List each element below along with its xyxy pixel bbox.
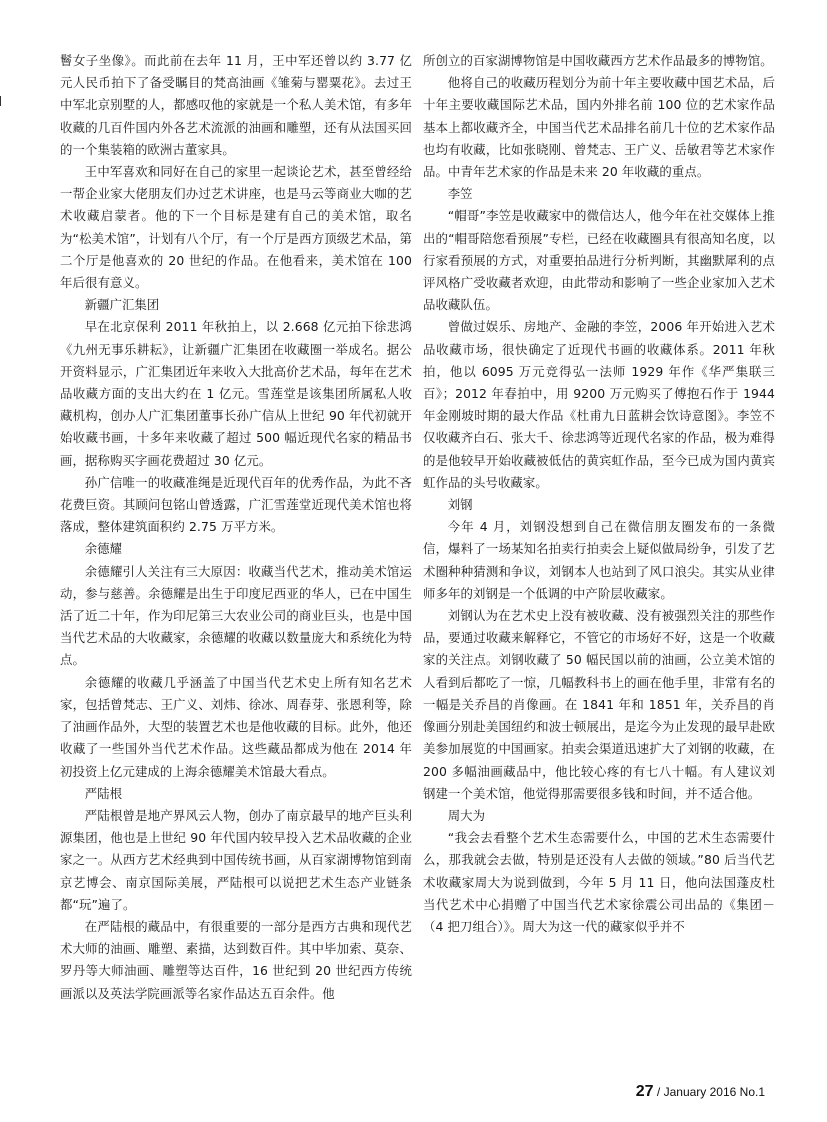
paragraph: 今年 4 月，刘钢没想到自己在微信朋友圈发布的一条微信，爆料了一场某知名拍卖行拍卖会上疑似做局纷争，引发了艺术圈种种猜测和争议，刘钢本人也站到了风口浪尖。其实从业律师多年的刘钢是一个低调的中产阶层收藏家。 bbox=[423, 519, 775, 601]
section-heading: 新疆广汇集团 bbox=[84, 297, 160, 313]
issue-label: January 2016 No.1 bbox=[663, 1085, 765, 1099]
paragraph: 刘钢认为在艺术史上没有被收藏、没有被强烈关注的那些作品，要通过收藏来解释它，不管它的市场好不好，这是一个收藏家的关注点。刘钢收藏了 50 幅民国以前的油画，公立美术馆的人看到后都吃了一惊，几幅教科书上的画在他手里，非常有名的一幅是关乔昌的肖像画。在 1841 年和 1851 年，关乔昌的肖像画分别赴美国纽约和波士顿展出，是迄今为止发现的最早赴欧美参加展览的中国画家。拍卖会渠道迅速扩大了刘钢的收藏，在 200 多幅油画藏品中，他比较心疼的有七八十幅。有人建议刘钢建一个美术馆，他觉得那需要很多钱和时间，并不适合他。 bbox=[423, 608, 775, 801]
paragraph: 早在北京保利 2011 年秋拍上，以 2.668 亿元拍下徐悲鸿《九州无事乐耕耘》，让新疆广汇集团在收藏圈一举成名。据公开资料显示，广汇集团近年来收入大批高价艺术品，每年在艺术品收藏方面的支出大约在 1 亿元。雪莲堂是该集团所属私人收藏机构，创办人广汇集团董事长孙广信从上世纪 90 年代初就开始收藏书画，十多年来收藏了超过 500 幅近现代名家的精品书画，据称购买字画花费超过 30 亿元。 bbox=[60, 319, 412, 468]
paragraph: 在严陆根的藏品中，有很重要的一部分是西方古典和现代艺术大师的油画、雕塑、素描，达到数百件。其中毕加索、莫奈、罗丹等大师油画、雕塑等达百件，16 世纪到 20 世纪西方传统画派以及英法学院画派等名家作品达五百余件。他 bbox=[60, 918, 412, 1001]
section-heading: 严陆根 bbox=[84, 785, 122, 801]
right-column bbox=[423, 50, 775, 938]
paragraph: 余德耀引人关注有三大原因：收藏当代艺术，推动美术馆运动，参与慈善。余德耀是出生于印度尼西亚的华人，已在中国生活了近二十年，作为印尼第三大农业公司的商业巨头，也是中国当代艺术品的大收藏家，余德耀的收藏以数量庞大和系统化为特点。 bbox=[60, 563, 412, 668]
left-column bbox=[60, 50, 412, 1005]
paragraph: 王中军喜欢和同好在自己的家里一起谈论艺术，甚至曾经给一帮企业家大佬朋友们办过艺术讲座，也是马云等商业大咖的艺术收藏启蒙者。他的下一个目标是建有自己的美术馆，取名为“松美术馆”，计划有八个厅，有一个厅是西方顶级艺术品，第二个厅是他喜欢的 20 世纪的作品。在他看来，美术馆在 100 年后很有意义。 bbox=[60, 164, 412, 291]
paragraph: 余德耀的收藏几乎涵盖了中国当代艺术史上所有知名艺术家，包括曾梵志、王广义、刘炜、徐冰、周春芽、张恩利等，除了油画作品外，大型的装置艺术也是他收藏的目标。此外，他还收藏了一些国外当代艺术作品。这些藏品都成为他在 2014 年初投资上亿元建成的上海余德耀美术馆最大看点。 bbox=[60, 674, 412, 779]
section-heading: 刘钢 bbox=[447, 497, 473, 513]
paragraph: “我会去看整个艺术生态需要什么，中国的艺术生态需要什么，那我就会去做，特别是还没有人去做的领域。”80 后当代艺术收藏家周大为说到做到，今年 5 月 11 日，他向法国蓬皮杜当代艺术中心捐赠了中国当代艺术家徐震公司出品的《集团－（4 把刀组合）》。周大为这一代的藏家似乎并不 bbox=[423, 830, 775, 934]
section-heading: 余德耀 bbox=[84, 541, 122, 557]
footer-separator: / bbox=[653, 1085, 664, 1099]
page-number: 27 bbox=[635, 1083, 654, 1100]
paragraph: 鬙女子坐像》。而此前在去年 11 月，王中军还曾以约 3.77 亿元人民币拍下了备受瞩目的梵高油画《雏菊与罂粟花》。去过王中军北京别墅的人，都感叹他的家就是一个私人美术馆，有多年收藏的几百件国内外各艺术流派的油画和雕塑，还有从法国买回的一个集装箱的欧洲古董家具。 bbox=[60, 53, 412, 157]
section-heading: 周大为 bbox=[447, 807, 485, 823]
paragraph: 曾做过娱乐、房地产、金融的李笠，2006 年开始进入艺术品收藏市场，很快确定了近现代书画的收藏体系。2011 年秋拍，他以 6095 万元竞得弘一法师 1929 年作《华严集联三百》；2012 年春拍中，用 9200 万元购买了傅抱石作于 1944 年金刚坡时期的最大作品《杜甫九日蓝耕会饮诗意图》。李笠不仅收藏齐白石、张大千、徐悲鸿等近现代名家的作品，极为难得的是他较早开始收藏被低估的黄宾虹作品，至今已成为国内黄宾虹作品的头号收藏家。 bbox=[423, 319, 775, 490]
section-heading: 李笠 bbox=[447, 186, 473, 202]
page-edge-mark bbox=[0, 96, 1, 106]
paragraph: 严陆根曾是地产界风云人物，创办了南京最早的地产巨头利源集团，他也是上世纪 90 年代国内较早投入艺术品收藏的企业家之一。从西方艺术经典到中国传统书画，从百家湖博物馆到南京艺博会、南京国际美展，严陆根可以说把艺术生态产业链条都“玩”遍了。 bbox=[60, 807, 412, 912]
paragraph: 他将自己的收藏历程划分为前十年主要收藏中国艺术品，后十年主要收藏国际艺术品，国内外排名前 100 位的艺术家作品基本上都收藏齐全，中国当代艺术品排名前几十位的艺术家作品也均有收藏，比如张晓刚、曾梵志、王广义、岳敏君等艺术家作品。中青年艺术家的作品是未来 20 年收藏的重点。 bbox=[423, 75, 775, 180]
paragraph: 孙广信唯一的收藏准绳是近现代百年的优秀作品，为此不吝花费巨资。其顾问包铭山曾透露，广汇雪莲堂近现代美术馆也将落成，整体建筑面积约 2.75 万平方米。 bbox=[60, 474, 412, 535]
paragraph: 所创立的百家湖博物馆是中国收藏西方艺术作品最多的博物馆。 bbox=[423, 53, 773, 68]
page-footer bbox=[636, 1083, 765, 1101]
paragraph: “帽哥”李笠是收藏家中的微信达人，他今年在社交媒体上推出的“帽哥陪您看预展”专栏，已经在收藏圈具有很高知名度，以行家看预展的方式，对重要拍品进行分析判断，其幽默犀利的点评风格广受收藏者欢迎，由此带动和影响了一些企业家加入艺术品收藏队伍。 bbox=[423, 208, 775, 313]
